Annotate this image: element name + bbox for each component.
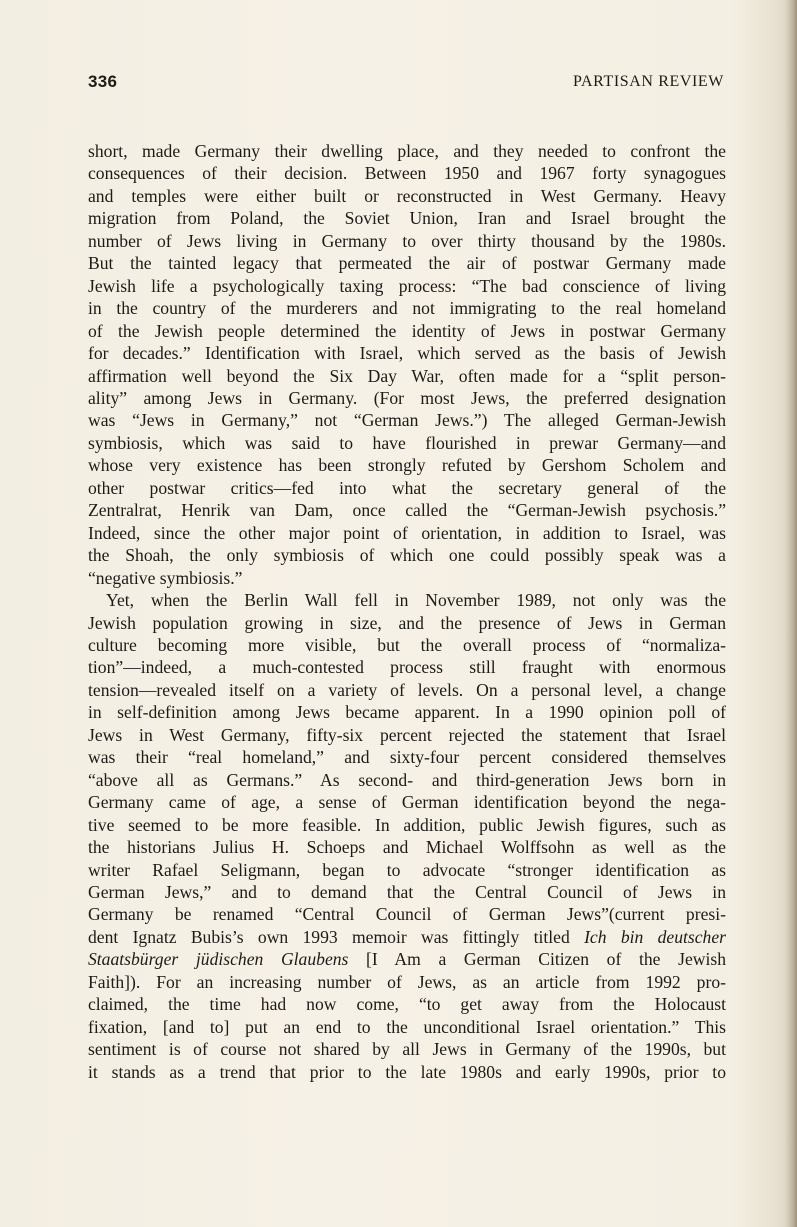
text-line: the historians Julius H. Schoeps and Michael Wolffsohn as well as the: [88, 837, 726, 858]
text-line: Yet, when the Berlin Wall fell in November 1989, not only was the: [106, 590, 726, 611]
text-line: “above all as Germans.” As second- and third-generation Jews born in: [88, 769, 726, 790]
text-line: “negative symbiosis.”: [88, 567, 243, 588]
page-edge-shadow: [785, 0, 797, 1227]
text-line: it stands as a trend that prior to the late 1980s and early 1990s, prior to: [88, 1061, 726, 1082]
text-line: Germany be renamed “Central Council of German Jews”(current presi-: [88, 904, 726, 925]
text-line: writer Rafael Seligmann, began to advocate “stronger identification as: [88, 859, 726, 880]
text-line: short, made Germany their dwelling place, and they needed to confront the: [88, 141, 726, 161]
text-line: culture becoming more visible, but the overall process of “normaliza-: [88, 634, 726, 655]
text-line: consequences of their decision. Between 1950 and 1967 forty synagogues: [88, 163, 726, 184]
text-line: Germany came of age, a sense of German identification beyond the nega-: [88, 792, 726, 813]
text-line: the Shoah, the only symbiosis of which one could possibly speak was a: [88, 545, 726, 566]
book-title-italic: Staatsbürger jüdischen Glaubens: [88, 949, 349, 970]
page-header: [88, 72, 724, 94]
page-number: 336: [88, 72, 118, 91]
text-line: tension—revealed itself on a variety of levels. On a personal level, a change: [88, 679, 726, 700]
text-line: of the Jewish people determined the identity of Jews in postwar Germany: [88, 320, 726, 341]
text-line: for decades.” Identification with Israel, which served as the basis of Jewish: [88, 343, 726, 364]
text-line: and temples were either built or reconstructed in West Germany. Heavy: [88, 185, 726, 206]
text-line: was “Jews in Germany,” not “German Jews.”) The alleged German-Jewish: [88, 410, 726, 431]
text-line: number of Jews living in Germany to over thirty thousand by the 1980s.: [88, 230, 726, 251]
text-line: sentiment is of course not shared by all Jews in Germany of the 1990s, but: [88, 1039, 726, 1060]
text-line: migration from Poland, the Soviet Union, Iran and Israel brought the: [88, 208, 726, 229]
text-line: Indeed, since the other major point of orientation, in addition to Israel, was: [88, 522, 726, 543]
text-line: German Jews,” and to demand that the Central Council of Jews in: [88, 881, 726, 902]
text-line: tive seemed to be more feasible. In addition, public Jewish figures, such as: [88, 814, 726, 835]
text-line: affirmation well beyond the Six Day War, often made for a “split person-: [88, 365, 726, 386]
text-line: Zentralrat, Henrik van Dam, once called the “German-Jewish psychosis.”: [88, 500, 726, 521]
text-line: Jewish population growing in size, and the presence of Jews in German: [88, 612, 726, 633]
book-title-italic: Ich bin deutscher: [584, 926, 726, 947]
text-line: [88, 948, 726, 970]
text-line: in self-definition among Jews became apparent. In a 1990 opinion poll of: [88, 702, 726, 723]
text-line: other postwar critics—fed into what the secretary general of the: [88, 477, 726, 498]
line-text: dent Ignatz Bubis’s own 1993 memoir was fittingly titled: [88, 926, 570, 947]
text-line: [88, 926, 726, 948]
text-line: symbiosis, which was said to have flourished in prewar Germany—and: [88, 432, 726, 453]
text-line: Faith]). For an increasing number of Jews, as an article from 1992 pro-: [88, 971, 726, 992]
text-line: fixation, [and to] put an end to the unconditional Israel orientation.” This: [88, 1016, 726, 1037]
text-line: claimed, the time had now come, “to get away from the Holocaust: [88, 994, 726, 1015]
text-line: in the country of the murderers and not immigrating to the real homeland: [88, 298, 726, 319]
text-line: tion”—indeed, a much-contested process still fraught with enormous: [88, 657, 726, 678]
text-line: Jewish life a psychologically taxing process: “The bad conscience of living: [88, 275, 726, 296]
text-line: was their “real homeland,” and sixty-four percent considered themselves: [88, 747, 726, 768]
line-text: [I Am a German Citizen of the Jewish: [366, 949, 726, 970]
text-line: Jews in West Germany, fifty-six percent rejected the statement that Israel: [88, 724, 726, 745]
text-line: whose very existence has been strongly refuted by Gershom Scholem and: [88, 455, 726, 476]
text-line: But the tainted legacy that permeated the air of postwar Germany made: [88, 253, 726, 274]
body-text: [88, 140, 726, 1083]
running-head: PARTISAN REVIEW: [572, 73, 724, 90]
text-line: ality” among Jews in Germany. (For most Jews, the preferred designation: [88, 387, 726, 408]
